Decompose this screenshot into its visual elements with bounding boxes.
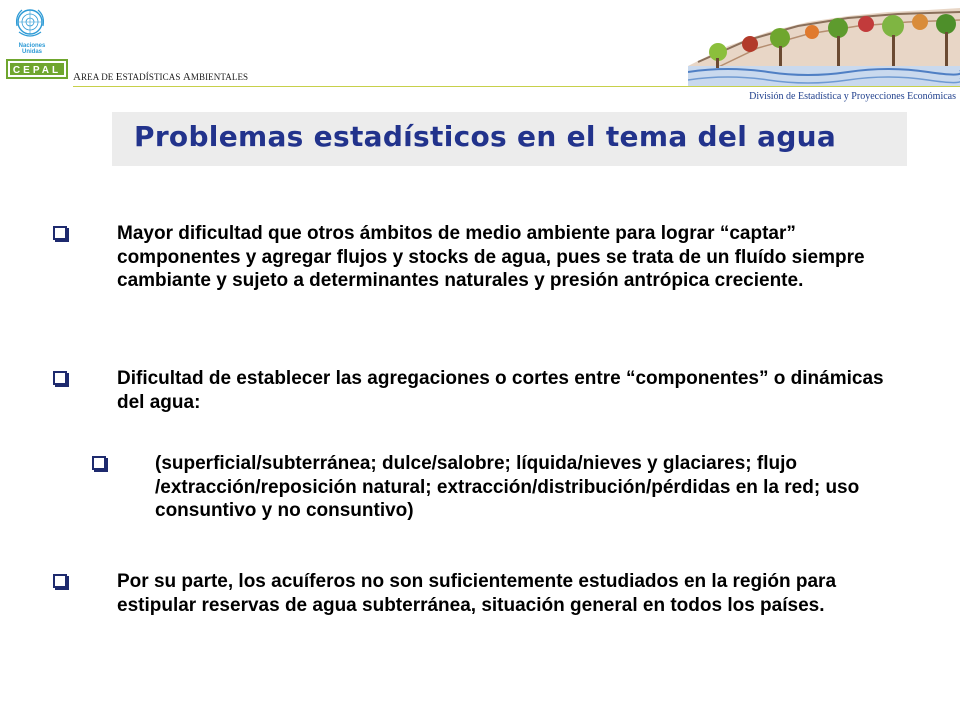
checkbox-bullet-icon xyxy=(53,226,67,240)
bullet-item xyxy=(53,367,884,413)
checkbox-bullet-icon xyxy=(53,574,67,588)
cepal-logo-icon xyxy=(6,59,68,79)
bullet-item xyxy=(53,570,837,616)
bullet-text: Dificultad de establecer las agregaciones o cortes entre “componentes” o dinámicas del agua: xyxy=(117,368,884,413)
bullet-item xyxy=(53,222,865,291)
sub-bullet-item xyxy=(92,452,860,521)
slide-title: Problemas estadísticos en el tema del agua xyxy=(134,120,837,153)
bullet-text: Por su parte, los acuíferos no son suficientemente estudiados en la región para estipular reservas de agua subterránea, situación general en todos los países. xyxy=(117,571,837,616)
checkbox-bullet-icon xyxy=(92,456,106,470)
area-label: AREA DE ESTADÍSTICAS AMBIENTALES xyxy=(73,71,249,83)
header-rule xyxy=(73,86,960,87)
header-illustration-icon xyxy=(688,2,960,86)
bullet-text: Mayor dificultad que otros ámbitos de medio ambiente para lograr “captar” componentes y agregar flujos y stocks de agua, pues se trata de un fluído siempre cambiante y sujeto a determinantes naturales y presión antrópica creciente. xyxy=(117,223,865,291)
sub-bullet-text: (superficial/subterránea; dulce/salobre; líquida/nieves y glaciares; flujo /extracción/reposición natural; extracción/distribución/pérdidas en la red; uso consuntivo y no consuntivo) xyxy=(155,453,860,521)
un-caption: Naciones Unidas xyxy=(18,43,46,55)
checkbox-bullet-icon xyxy=(53,371,67,385)
cepal-logo-text: CEPAL xyxy=(12,65,62,76)
division-label: División de Estadística y Proyecciones Económicas xyxy=(749,91,956,102)
un-emblem-icon xyxy=(12,6,48,42)
